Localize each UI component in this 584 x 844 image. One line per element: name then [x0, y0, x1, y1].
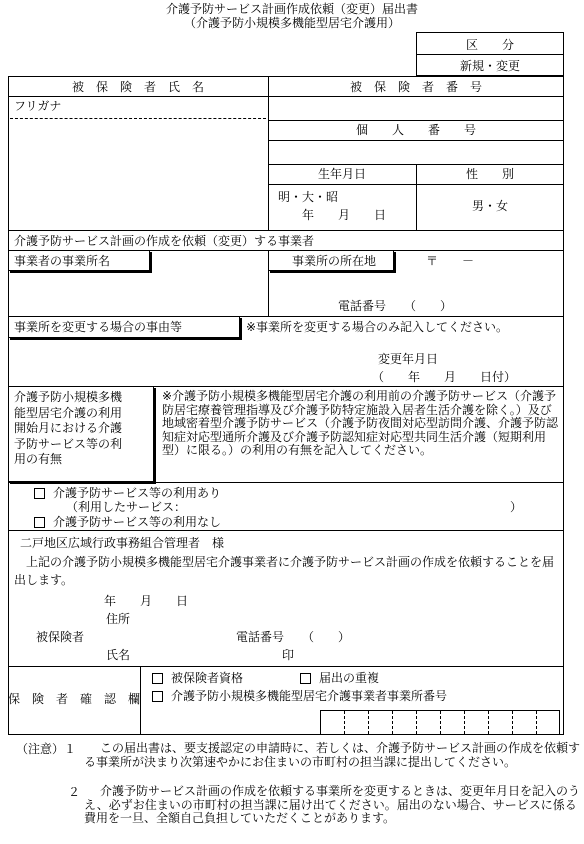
office-address-input[interactable]	[272, 274, 562, 296]
note-2: 介護予防サービス計画の作成を依頼する事業所を変更するときは、変更年月日を記入のうえ、必ずお住まいの市町村の担当課に届け出てください。届出のない場合、サービスに係る費用を一旦、全額自己負担していただくことがあります。	[84, 784, 581, 825]
insured-name-input[interactable]	[12, 120, 266, 228]
office-name-label: 事業者の事業所名	[14, 254, 111, 268]
check-qualification[interactable]: 被保険者資格	[152, 671, 243, 685]
declarant-address-input[interactable]	[134, 610, 554, 626]
change-reason-note: ※事業所を変更する場合のみ記入してください。	[246, 320, 509, 334]
check-office-number[interactable]: 介護予防小規模多機能型居宅介護事業者事業所番号	[152, 689, 447, 703]
birth-date-label: 生年月日	[317, 167, 366, 181]
note-2-number: ２	[68, 785, 81, 799]
declaration-body: 上記の介護予防小規模多機能型居宅介護事業者に介護予防サービス計画の作成を依頼することを届出します。	[14, 555, 555, 587]
insured-number-input[interactable]	[270, 98, 562, 118]
insured-name-label: 被 保 険 者 氏 名	[71, 80, 204, 94]
furigana-label: フリガナ	[14, 99, 62, 113]
note-1: この届出書は、要支援認定の申請時に、若しくは、介護予防サービス計画の作成を依頼する事業所が決まり次第速やかにお住まいの市町村の担当課に提出してください。	[84, 741, 581, 769]
usage-note: ※介護予防小規模多機能型居宅介護の利用前の介護予防サービス（介護予防居宅療養管理指導及び介護予防特定施設入居者生活介護を除く。）及び地域密着型介護予防サービス（介護予防夜間対応型訪問介護、介護予防認知症対応型通所介護及び介護予防認知症対応型共同生活介護（短期利用型）に限る。）の利用の有無を記入してください。	[162, 389, 559, 457]
declarant-insured-label: 被保険者	[36, 630, 85, 644]
checkbox-icon[interactable]	[152, 691, 163, 702]
checkbox-icon[interactable]	[300, 673, 311, 684]
declarant-address-label: 住所	[106, 612, 131, 626]
usage-label: 介護予防小規模多機 能型居宅介護の利用 開始月における介護 予防サービス等の利 用の有無	[14, 390, 123, 466]
kubun-label: 区 分	[465, 38, 514, 52]
office-phone-label[interactable]: 電話番号 （ ）	[338, 299, 453, 313]
change-date-format[interactable]: （ 年 月 日付）	[372, 370, 517, 384]
office-address-label: 事業所の所在地	[292, 254, 377, 268]
notes-prefix: （注意）１	[16, 742, 77, 756]
change-reason-label: 事業所を変更する場合の事由等	[14, 320, 183, 334]
declaration-date[interactable]: 年 月 日	[104, 594, 189, 608]
personal-number-input[interactable]	[270, 142, 562, 162]
gender-label: 性 別	[465, 167, 514, 181]
checkbox-icon[interactable]	[34, 517, 45, 528]
birth-era-options[interactable]: 明・大・昭	[278, 190, 339, 204]
used-service-close: ）	[510, 500, 523, 514]
change-reason-input[interactable]	[12, 342, 372, 384]
checkbox-icon[interactable]	[34, 488, 45, 499]
postal-code-mark[interactable]: 〒 －	[426, 254, 475, 268]
confirmation-label: 保 険 者 確 認 欄	[8, 692, 141, 706]
personal-number-label: 個 人 番 号	[355, 123, 476, 137]
declarant-name-label: 氏名	[106, 648, 131, 662]
usage-option-no[interactable]: 介護予防サービス等の利用なし	[34, 515, 221, 529]
declarant-name-input[interactable]	[134, 646, 274, 662]
declarant-phone-label[interactable]: 電話番号 （ ）	[236, 630, 351, 644]
insured-number-label: 被 保 険 者 番 号	[349, 80, 482, 94]
seal-mark: 印	[282, 648, 295, 662]
provider-section-title: 介護予防サービス計画の作成を依頼（変更）する事業者	[14, 234, 315, 248]
office-name-input[interactable]	[12, 274, 266, 314]
addressee: 二戸地区広域行政事務組合管理者 様	[20, 536, 225, 550]
kubun-value[interactable]: 新規・変更	[459, 59, 520, 73]
furigana-divider	[10, 118, 266, 119]
usage-option-yes[interactable]: 介護予防サービス等の利用あり	[34, 486, 221, 500]
check-duplicate[interactable]: 届出の重複	[300, 671, 379, 685]
change-date-label: 変更年月日	[378, 352, 439, 366]
form-subtitle: （介護予防小規模多機能型居宅介護用）	[183, 16, 400, 30]
gender-options[interactable]: 男・女	[471, 199, 508, 213]
used-service-label: （利用したサービス：	[66, 500, 187, 514]
used-service-input[interactable]	[210, 499, 500, 513]
form-title: 介護予防サービス計画作成依頼（変更）届出書	[165, 2, 418, 16]
birth-date-ymd[interactable]: 年 月 日	[302, 208, 387, 222]
checkbox-icon[interactable]	[152, 673, 163, 684]
